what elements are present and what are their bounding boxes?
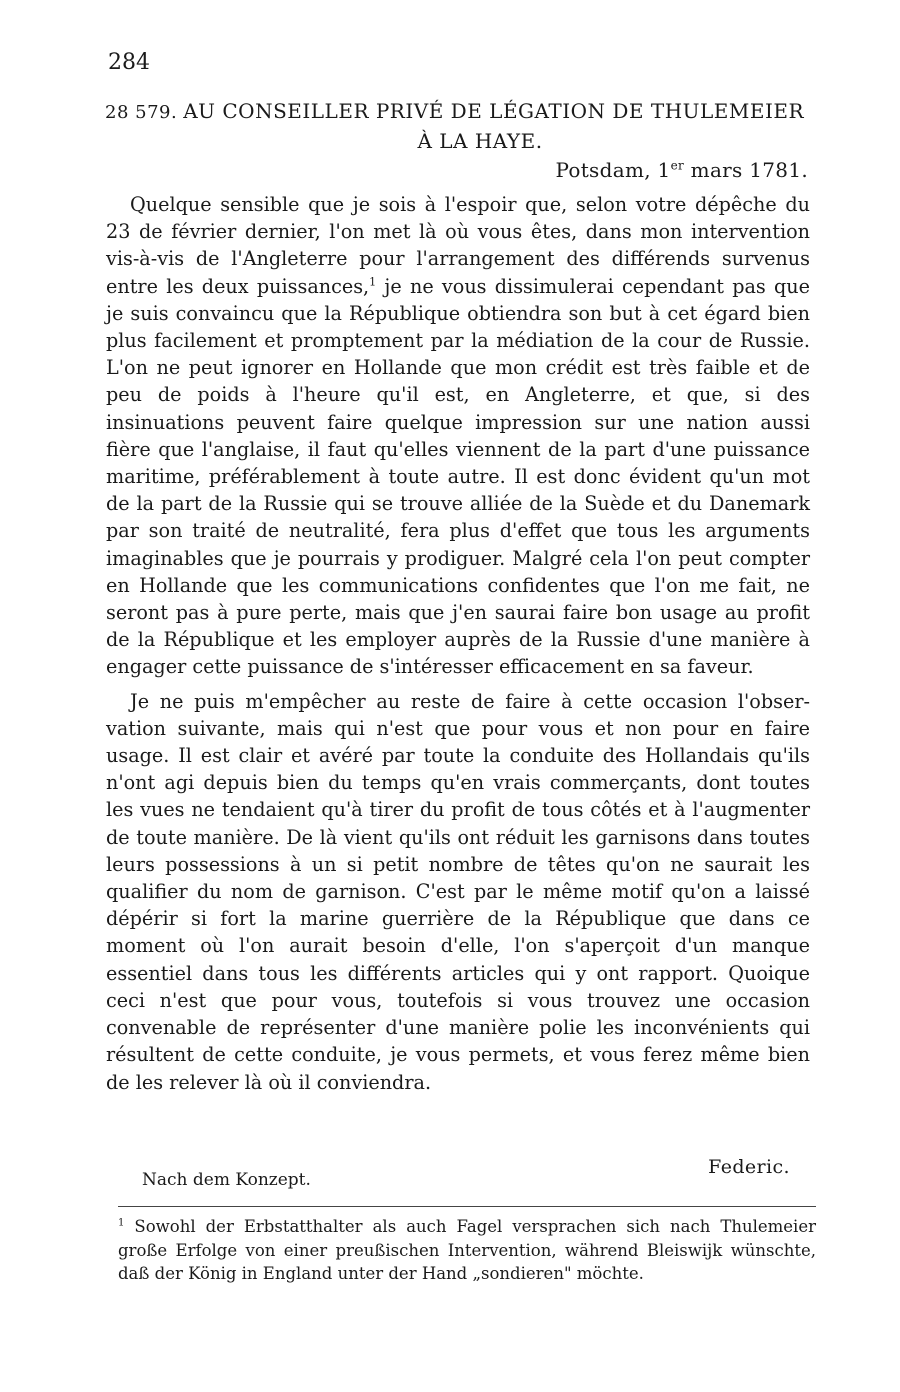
footnote-text: Sowohl der Erbstatthalter als auch Fagel versprachen sich nach Thulemeier große Erfolge von einer preußischen Intervention, während Bleiswijk wünschte, daß der König in England unter der Hand „sondieren" möchte. [118, 1217, 816, 1283]
footnote-divider [118, 1206, 816, 1207]
footnote-reference: 1 [369, 275, 377, 289]
paragraph-1-part-a: Quelque sensible que je sois à l'espoir que, selon votre dépêche du 23 de février dernier, l'on met là où vous êtes, dans mon intervention vis-à-vis de l'Angleterre pour l'arrangement des différends survenus entre les deux puissances, [106, 193, 810, 298]
signature: Federic. [708, 1156, 790, 1178]
dateline [555, 158, 808, 182]
paragraph-1-part-b: je ne vous dissimulerai cependant pas que je suis convaincu que la République obtiendra son but à cet égard bien plus facilement et promptement par la médiation de la cour de Russie. L'on ne peut ignorer en Hollande que mon crédit est très faible et de peu de poids à l'heure qu'il est, en Angleterre, et que, si des insinuations peuvent faire quelque impression sur une nation aussi fière que l'anglaise, il faut qu'elles viennent de la part d'une puissance maritime, préférablement à toute autre. Il est donc évident qu'un mot de la part de la Russie qui se trouve alliée de la Suède et du Danemark par son traité de neutralité, fera plus d'effet que tous les arguments imaginables que je pourrais y prodiguer. Malgré cela l'on peut compter en Hollande que les communications confidentes que l'on me fait, ne seront pas à pure perte, mais que j'en saurai faire bon usage au profit de la République et les employer auprès de la Russie d'une manière à engager cette puissance de s'intéresser efficacement en sa faveur. [106, 274, 810, 679]
source-note: Nach dem Konzept. [142, 1170, 311, 1190]
dateline-date: mars 1781. [684, 158, 808, 182]
footnote [118, 1215, 816, 1286]
letter-body [106, 191, 810, 1096]
letter-heading [105, 97, 815, 155]
heading-recipient: AU CONSEILLER PRIVÉ DE LÉGATION DE THULEMEIER [183, 99, 805, 123]
letter-number: 28 579. [105, 102, 178, 123]
page-number: 284 [108, 50, 150, 75]
paragraph-1 [106, 191, 810, 681]
footnote-marker: 1 [118, 1217, 125, 1229]
dateline-superscript: er [670, 158, 685, 173]
heading-line-2: À LA HAYE. [417, 129, 543, 153]
dateline-place: Potsdam, 1 [555, 158, 671, 182]
paragraph-2: Je ne puis m'empêcher au reste de faire à cette occasion l'observation suivante, mais qui n'est que pour vous et non pour en faire usage. Il est clair et avéré par toute la conduite des Hollandais qu'ils n'ont agi depuis bien du temps qu'en vrais commerçants, dont toutes les vues ne tendaient qu'à tirer du profit de tous côtés et à l'augmenter de toute manière. De là vient qu'ils ont réduit les garnisons dans toutes leurs possessions à un si petit nombre de têtes qu'on ne saurait les qualifier du nom de garnison. C'est par le même motif qu'on a laissé dépérir si fort la marine guerrière de la République que dans ce moment où l'on aurait besoin d'elle, l'on s'aperçoit d'un manque essentiel dans tous les différents articles qui y ont rapport. Quoique ceci n'est que pour vous, toutefois si vous trouvez une occasion convenable de représenter d'une manière polie les inconvénients qui résultent de cette conduite, je vous permets, et vous ferez même bien de les relever là où il conviendra. [106, 689, 810, 1094]
heading-line-1 [105, 97, 815, 127]
